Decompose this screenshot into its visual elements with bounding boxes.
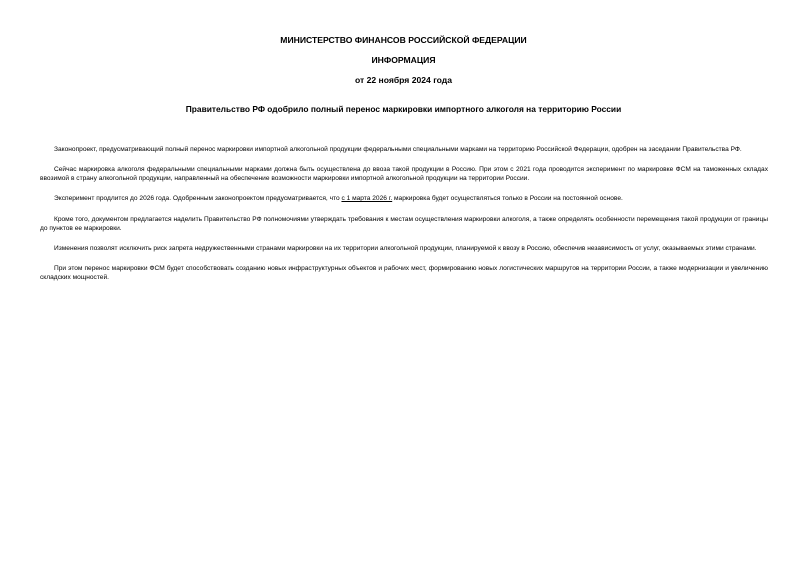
paragraph-1: Законопроект, предусматривающий полный перенос маркировки импортной алкогольной продукции федеральными специальными марками на территорию Российской Федерации, одобрен на заседании Правительства РФ. bbox=[54, 146, 742, 153]
document-body bbox=[40, 145, 768, 293]
document-date: от 22 ноября 2024 года bbox=[354, 75, 453, 85]
date-link[interactable]: с 1 марта 2026 г. bbox=[341, 195, 393, 203]
paragraph-5: Изменения позволят исключить риск запрета недружественными странами маркировки на их территории алкогольной продукции, планируемой к ввозу в Россию, обеспечив независимость от услуг, оказываемых этими странами. bbox=[54, 244, 757, 252]
document-type: ИНФОРМАЦИЯ bbox=[371, 55, 436, 65]
paragraph-2: Сейчас маркировка алкоголя федеральными специальными марками должна быть осуществлена до ввоза такой продукции в Россию. При этом с 2021 года проводится эксперимент по маркировке ФСМ на таможенных складах ввозимой в страну алкогольной продукции, направленный на обеспечение возможности маркировки импортной алкогольной продукции на территории России. bbox=[40, 166, 768, 183]
ministry-name: МИНИСТЕРСТВО ФИНАНСОВ РОССИЙСКОЙ ФЕДЕРАЦИИ bbox=[280, 35, 527, 45]
paragraph-3-text-end: маркировка будет осуществляться только в России на постоянной основе. bbox=[392, 195, 623, 203]
paragraph-4: Кроме того, документом предлагается наделить Правительство РФ полномочиями утверждать требования к местам осуществления маркировки алкоголя, а также определять особенности перемещения такой продукции от границы до пунктов ее маркировки. bbox=[40, 215, 768, 232]
paragraph-3 bbox=[40, 194, 768, 203]
paragraph-6: При этом перенос маркировки ФСМ будет способствовать созданию новых инфраструктурных объектов и рабочих мест, формированию новых логистических маршрутов на территории России, а также модернизации и увеличению складских мощностей. bbox=[40, 265, 768, 282]
document-headline: Правительство РФ одобрило полный перенос маркировки импортного алкоголя на территорию России bbox=[185, 104, 622, 114]
paragraph-3-text-start: Эксперимент продлится до 2026 года. Одобренным законопроектом предусматривается, что bbox=[54, 195, 342, 203]
